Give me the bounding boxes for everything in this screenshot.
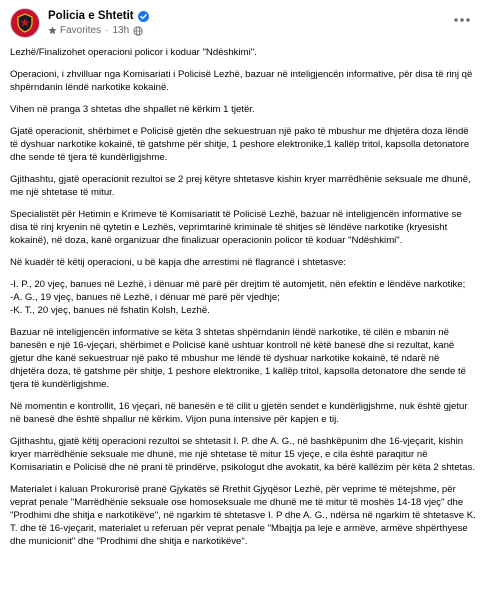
post-header [0,0,486,46]
post-paragraph: Gjithashtu, gjatë këtij operacioni rezultoi se shtetasit I. P. dhe A. G., në bashkëpunim dhe 16-vjeçarit, kishin kryer marrëdhënie seksuale me dhunë, me një shtetase të mitur 15 vjeçe, e cila është paraqitur në Komisariatin e Policisë dhe në prani të prindërve, psikologut dhe avokatit, ka bërë kallëzim për këta 2 shtetas. [10,436,476,473]
post-paragraph: Në kuadër të këtij operacioni, u bë kapja dhe arrestimi në flagrancë i shtetasve: [10,257,346,268]
post-paragraph: Në momentin e kontrollit, 16 vjeçari, në banesën e të cilit u gjetën sendet e kundërligjshme, nuk është gjetur në banesë dhe është shpallur në kërkim. Vijon puna intensive për kapjen e tij. [10,401,468,425]
post-body [0,46,486,548]
more-horizontal-icon [454,18,470,22]
avatar[interactable] [10,8,40,38]
more-options-button[interactable] [450,10,474,30]
audience-label[interactable]: Favorites [60,24,102,36]
globe-icon [133,26,143,36]
post-paragraph: Vihen në pranga 3 shtetas dhe shpallet në kërkim 1 tjetër. [10,104,255,115]
post-time[interactable]: 13h [112,24,130,36]
arrested-list-item: -I. P., 20 vjeç, banues në Lezhë, i dënuar më parë për drejtim të automjetit, nën efektin e lëndëve narkotike; [10,279,466,290]
post-paragraph: Operacioni, i zhvilluar nga Komisariati i Policisë Lezhë, bazuar në inteligjencën informative, për disa të rinj që shpërndanin lëndë narkotike kokainë. [10,69,473,93]
police-emblem-icon [16,13,34,33]
meta-separator: · [105,24,109,36]
star-icon [48,26,57,35]
arrested-list-item: -A. G., 19 vjeç, banues në Lezhë, i dënuar më parë për vjedhje; [10,292,280,303]
post-paragraph: Bazuar në inteligjencën informative se këta 3 shtetas shpërndanin lëndë narkotike, të cilën e mbanin në banesën e një 16-vjeçari, shërbimet e Policisë kanë ushtuar kontroll në këtë banesë dhe si rezultat, kanë gjetur dhe kanë sekuestruar një pako të mbushur me lëndë të dyshuar narkotike kokainë, të ndarë në dhjetëra doza, të gatshme për shitje, 1 peshore elektronike, 1 kallëp tritol, kapsolla detonatore dhe sende të tjera të kundërligjshme. [10,327,466,390]
arrested-list-item: -K. T., 20 vjeç, banues në fshatin Kolsh, Lezhë. [10,305,210,316]
page-name[interactable]: Policia e Shtetit [48,9,134,22]
post-paragraph: Gjithashtu, gjatë operacionit rezultoi se 2 prej këtyre shtetasve kishin kryer marrëdhënie seksuale me dhunë, me një shtetase të mitur. [10,174,471,198]
post-paragraph: Gjatë operacionit, shërbimet e Policisë gjetën dhe sekuestruan një pako të mbushur me dhjetëra doza lëndë të dyshuar narkotike kokainë, të gatshme për shitje, 1 peshore elektronike,1 kallëp tritol, kapsolla detonatore dhe sende të tjera të kundërligjshme. [10,126,470,163]
post-meta [48,10,149,37]
post-paragraph: Lezhë/Finalizohet operacioni policor i koduar "Ndëshkimi". [10,47,257,58]
verified-badge-icon [138,11,149,22]
post-paragraph: Specialistët për Hetimin e Krimeve të Komisariatit të Policisë Lezhë, bazuar në inteligjencën informative se disa të rinj kryenin në qytetin e Lezhës, veprimtarinë kriminale të shitjes së lëndëve narkotike (kryesisht kokainë), në doza, kanë organizuar dhe finalizuar operacionin policor të koduar "Ndëshkimi". [10,209,462,246]
post-paragraph: Materialet i kaluan Prokurorisë pranë Gjykatës së Rrethit Gjyqësor Lezhë, për veprime të mëtejshme, për veprat penale "Marrëdhënie seksuale ose homoseksuale me dhunë me të mitur të moshës 14-18 vjeç" dhe "Prodhimi dhe shitja e narkotikëve", në ngarkim të shtetasve I. P dhe A. G., ndërsa në ngarkim të shtetasve K. T. dhe të 16-vjeçarit, materialet u referuan për veprat penale "Mbajtja pa leje e armëve, armëve shpërthyese dhe municionit" dhe "Prodhimi dhe shitja e narkotikëve". [10,484,476,547]
